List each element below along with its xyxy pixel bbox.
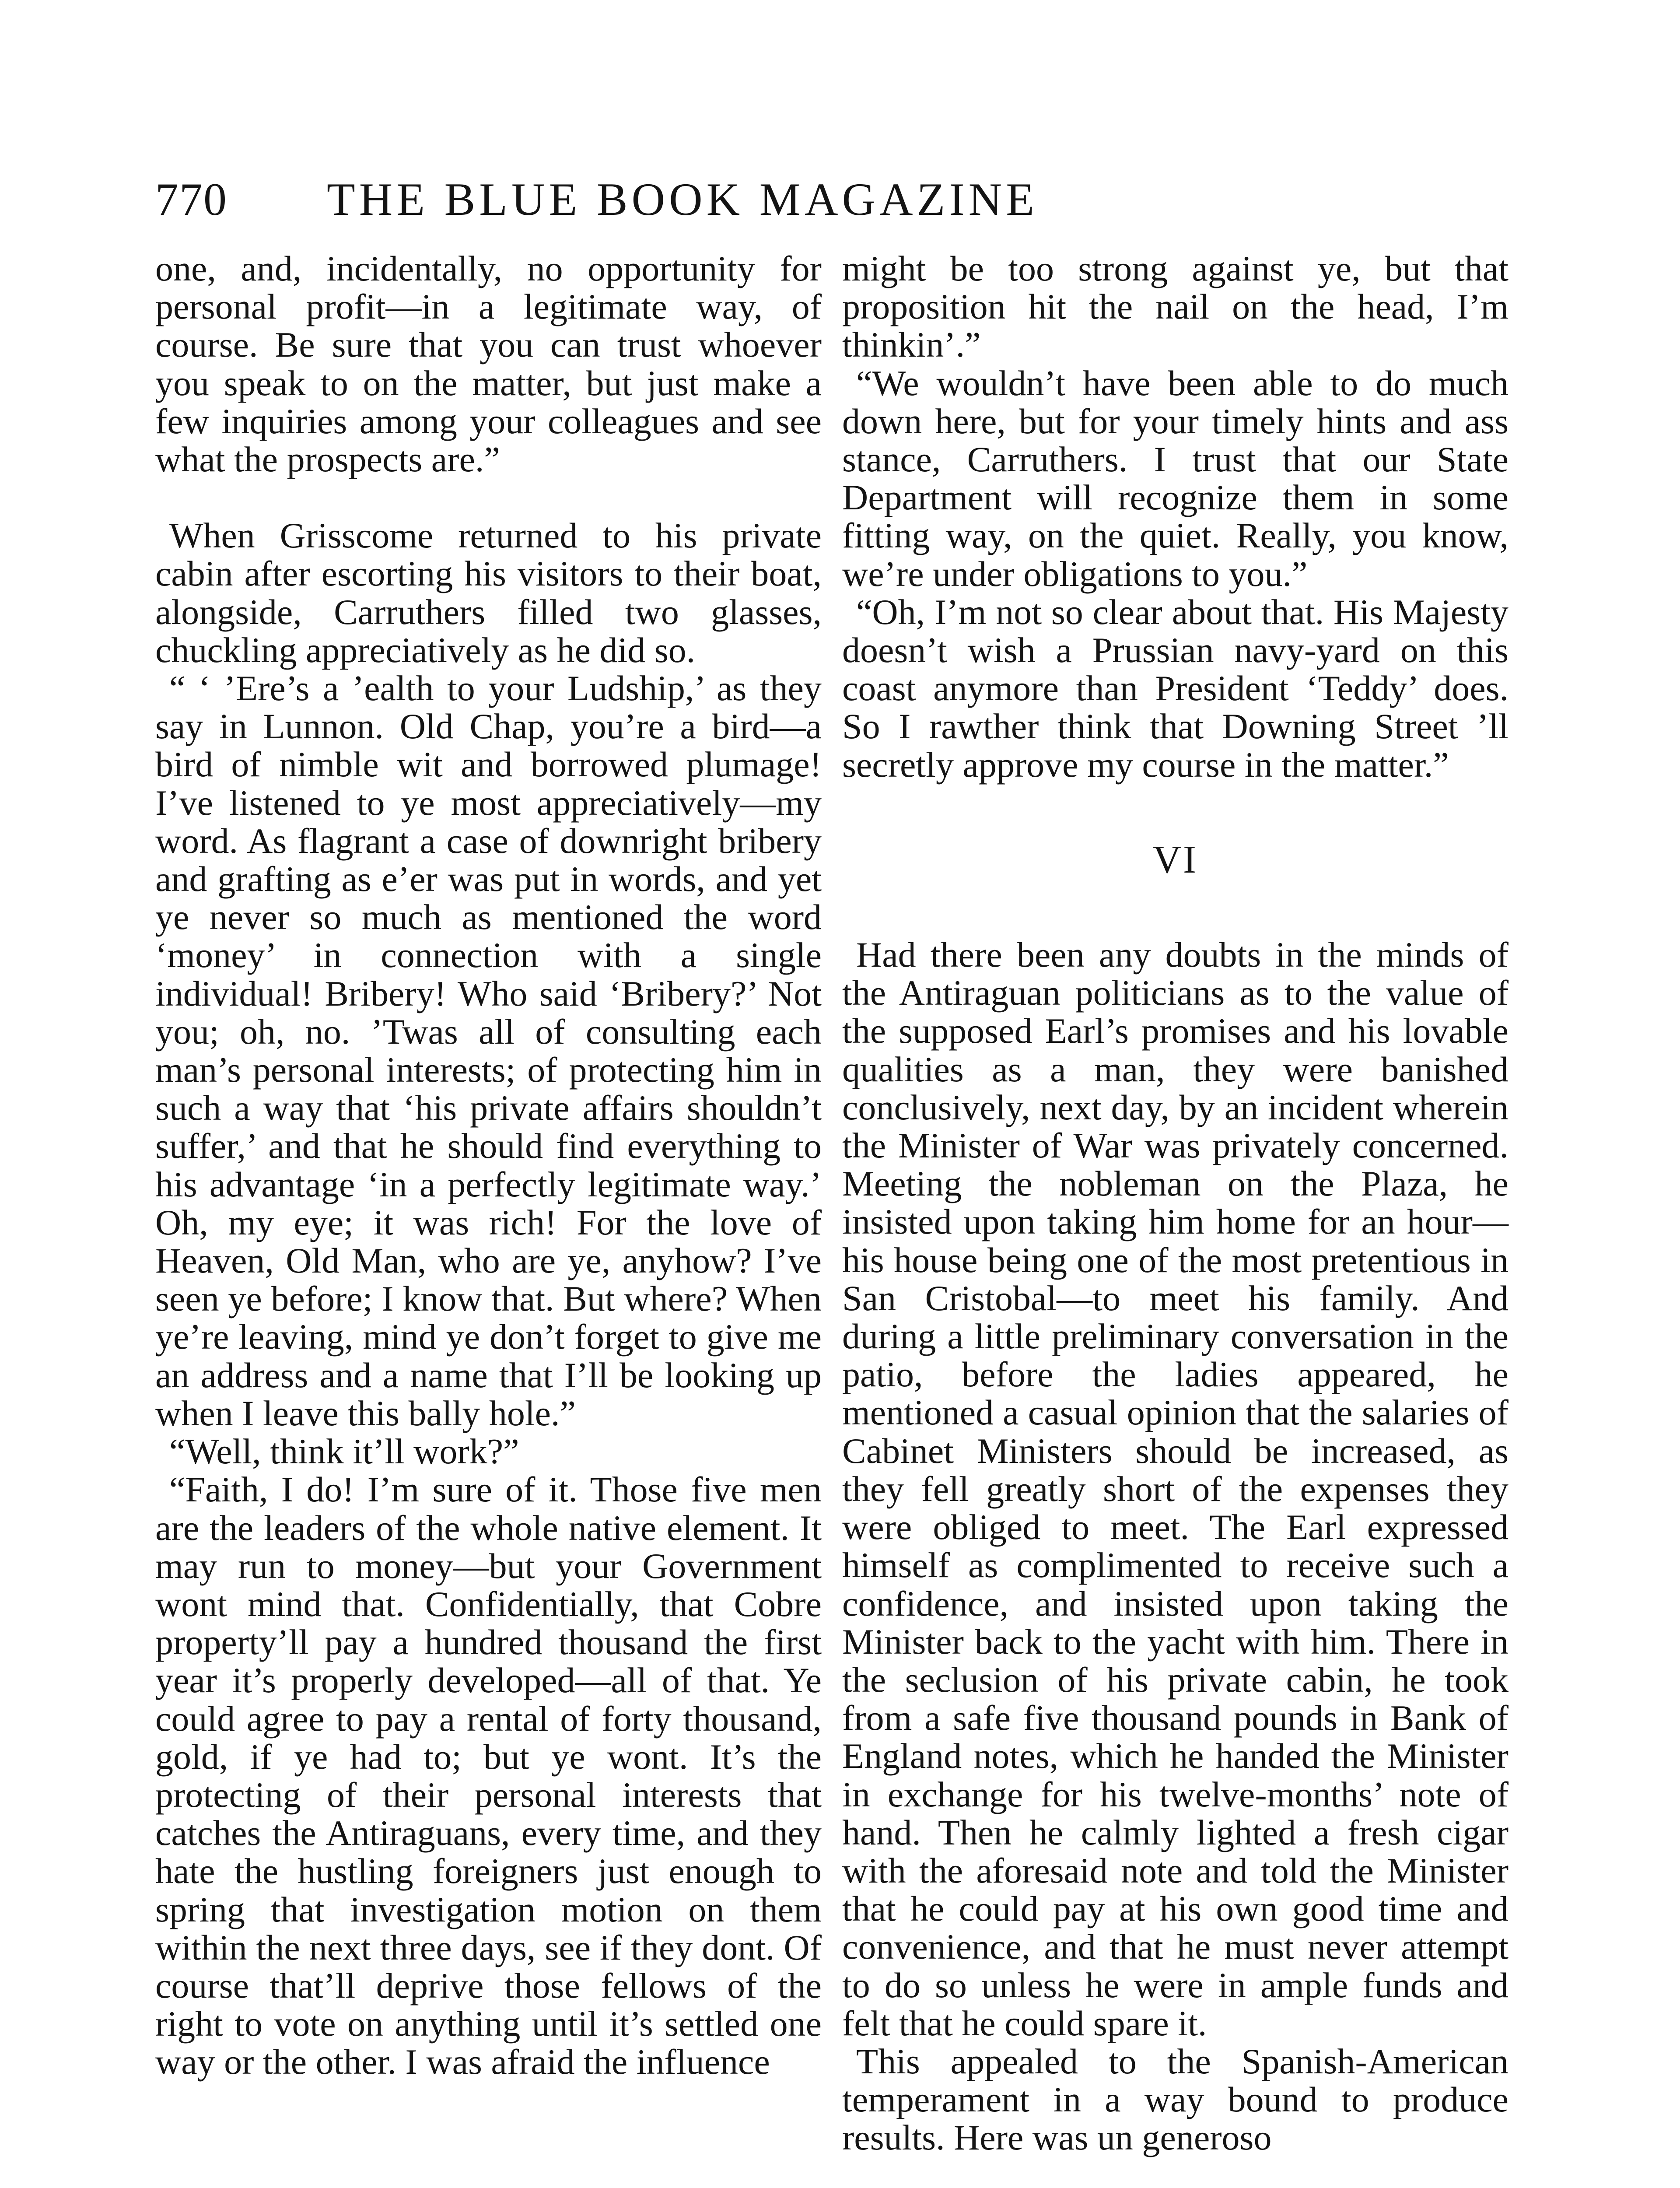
section-heading: VI [1153, 838, 1198, 881]
left-column [155, 249, 822, 2081]
paragraph: This appealed to the Spanish-American temperament in a way bound to produce results. Here was un generoso [842, 2041, 1508, 2158]
page-header [155, 173, 1210, 238]
paragraph: might be too strong against ye, but that proposition hit the nail on the head, I’m thinkin’.” [842, 249, 1508, 365]
paragraph: one, and, incidentally, no opportunity for personal profit—in a legitimate way, of course. Be sure that you can trust whoever you speak to on the matter, but just make a few inquiries among your colleagues and see what the prospects are.” [155, 249, 822, 480]
paragraph: “Oh, I’m not so clear about that. His Majesty doesn’t wish a Prussian navy-yard on this coast anymore than President ‘Teddy’ does. So I rawther think that Downing Street ’ll secretly approve my course in the matter.” [842, 592, 1508, 785]
paragraph: “Faith, I do! I’m sure of it. Those five men are the leaders of the whole native element. It may run to money—but your Government wont mind that. Confidentially, that Cobre property’ll pay a hundred thousand the first year it’s properly developed—all of that. Ye could agree to pay a rental of forty thousand, gold, if ye had to; but ye wont. It’s the protecting of their personal interests that catches the Antiraguans, every time, and they hate the hustling foreigners just enough to spring that investigation motion on them within the next three days, see if they dont. Of course that’ll deprive those fellows of the right to vote on anything until it’s settled one way or the other. I was afraid the influence [155, 1469, 822, 2082]
paragraph: Had there been any doubts in the minds of the Antiraguan politicians as to the value of the supposed Earl’s promises and his lovable qualities as a man, they were banished conclusively, next day, by an incident wherein the Minister of War was privately concerned. Meeting the nobleman on the Plaza, he insisted upon taking him home for an hour—his house being one of the most pretentious in San Cristobal—to meet his family. And during a little preliminary conversation in the patio, before the ladies appeared, he mentioned a casual opinion that the salaries of Cabinet Ministers should be increased, as they fell greatly short of the expenses they were obliged to meet. The Earl expressed himself as complimented to receive such a confidence, and insisted upon taking the Minister back to the yacht with him. There in the seclusion of his private cabin, he took from a safe five thousand pounds in Bank of England notes, which he handed the Minister in exchange for his twelve-months’ note of hand. Then he calmly lighted a fresh cigar with the aforesaid note and told the Minister that he could pay at his own good time and convenience, and that he must never attempt to do so unless he were in ample funds and felt that he could spare it. [842, 935, 1508, 2043]
paragraph: When Grisscome returned to his private cabin after escorting his visitors to their boat, alongside, Carruthers filled two glasses, chuckling appreciatively as he did so. [155, 515, 822, 670]
magazine-title: THE BLUE BOOK MAGAZINE [327, 174, 1038, 225]
page-number: 770 [155, 174, 228, 225]
paragraph: “ ‘ ’Ere’s a ’ealth to your Ludship,’ as they say in Lunnon. Old Chap, you’re a bird—a bird of nimble wit and borrowed plumage! I’ve listened to ye most appreciatively—my word. As flagrant a case of downright bribery and grafting as e’er was put in words, and yet ye never so much as mentioned the word ‘money’ in connection with a single individual! Bribery! Who said ‘Bribery?’ Not you; oh, no. ’Twas all of consulting each man’s personal interests; of protecting him in such a way that ‘his private affairs shouldn’t suffer,’ and that he should find everything to his advantage ‘in a perfectly legitimate way.’ Oh, my eye; it was rich! For the love of Heaven, Old Man, who are ye, anyhow? I’ve seen ye before; I know that. But where? When ye’re leaving, mind ye don’t forget to give me an address and a name that I’ll be looking up when I leave this bally hole.” [155, 668, 822, 1433]
paragraph: “Well, think it’ll work?” [169, 1431, 519, 1472]
paragraph: “We wouldn’t have been able to do much down here, but for your timely hints and ass stance, Carruthers. I trust that our State Department will recognize them in some fitting way, on the quiet. Really, you know, we’re under obligations to you.” [842, 363, 1508, 594]
right-column [842, 249, 1508, 2157]
